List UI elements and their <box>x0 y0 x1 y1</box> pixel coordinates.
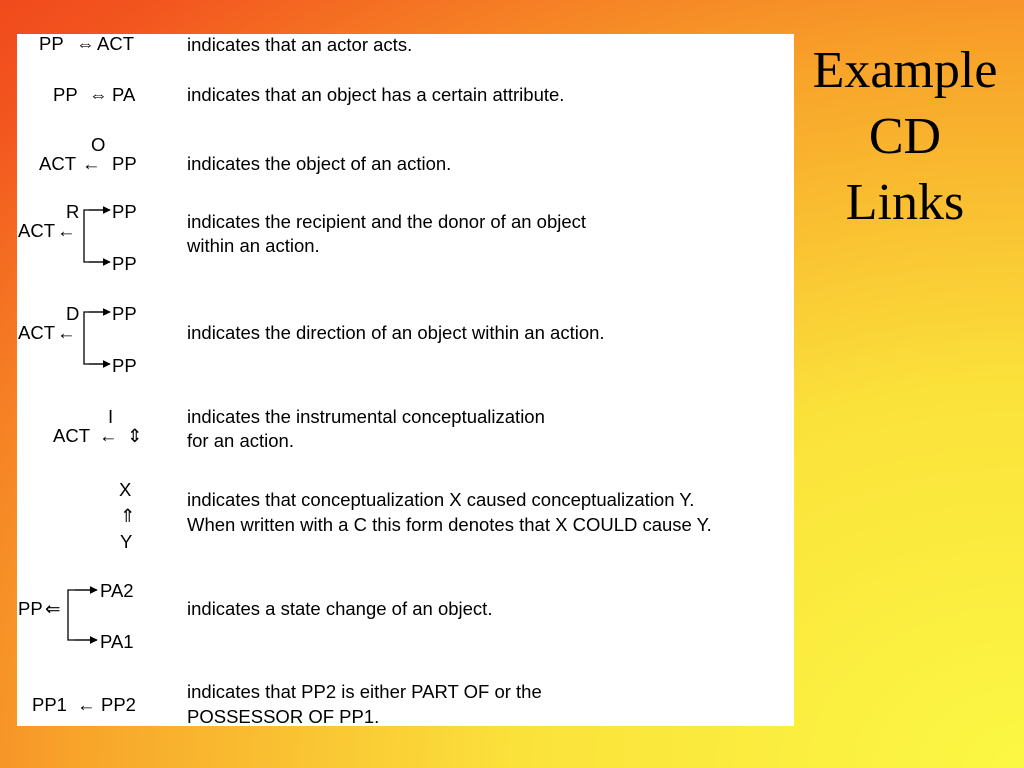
bracket-line <box>84 210 110 262</box>
title-line: Example <box>812 42 998 99</box>
cd-link-object-of-action <box>39 134 451 174</box>
symbol-pp-upper: PP <box>112 201 137 222</box>
symbol-i-label: I <box>108 406 114 427</box>
left-arrow-icon: ← <box>77 694 96 715</box>
cd-link-direction <box>18 303 605 376</box>
title-line: Links <box>845 174 965 231</box>
left-arrow-icon: ← <box>57 322 76 343</box>
symbol-pp: PP <box>112 153 137 174</box>
symbol-pp-upper: PP <box>112 303 137 324</box>
triple-up-arrow-icon: ⇑ <box>120 505 136 526</box>
slide-title <box>795 38 1015 236</box>
symbol-r-label: R <box>66 201 80 222</box>
description-line: indicates the recipient and the donor of an object <box>187 211 587 232</box>
bracket-line <box>68 590 97 640</box>
description-line: indicates that conceptualization X caused conceptualization Y. <box>187 489 695 510</box>
description-line: for an action. <box>187 430 294 451</box>
description-line: POSSESSOR OF PP1. <box>187 706 380 726</box>
symbol-o-label: O <box>91 134 106 155</box>
symbol-pa: PA <box>112 84 136 105</box>
description-line: indicates the instrumental conceptualization <box>187 406 545 427</box>
symbol-pp-lower: PP <box>112 253 137 274</box>
symbol-pp-lower: PP <box>112 355 137 376</box>
cd-link-instrumental <box>53 406 545 451</box>
double-left-arrow-icon: ⇐ <box>45 598 61 619</box>
symbol-x: X <box>119 479 132 500</box>
cd-links-panel <box>17 34 794 726</box>
symbol-pp2: PP2 <box>101 694 136 715</box>
symbol-pp: PP <box>39 34 64 54</box>
symbol-d-label: D <box>66 303 80 324</box>
symbol-pp: PP <box>18 598 43 619</box>
cd-link-actor-acts <box>39 34 412 55</box>
symbol-pp1: PP1 <box>32 694 67 715</box>
left-arrow-icon: ← <box>57 220 76 241</box>
description-line: within an action. <box>187 235 320 256</box>
description-line: indicates that PP2 is either PART OF or the <box>187 681 542 702</box>
cd-link-recipient-donor <box>18 201 586 274</box>
symbol-act: ACT <box>18 322 55 343</box>
title-line: CD <box>868 108 942 165</box>
cd-link-object-attribute <box>53 84 564 105</box>
symbol-act: ACT <box>18 220 55 241</box>
description-line: indicates the object of an action. <box>187 153 452 174</box>
description-line: indicates that an object has a certain attribute. <box>187 84 565 105</box>
symbol-y: Y <box>120 531 133 552</box>
left-arrow-icon: ← <box>82 153 101 174</box>
symbol-act: ACT <box>97 34 134 54</box>
cd-link-causation <box>119 479 712 552</box>
double-arrow-icon: ⇔ <box>76 34 95 54</box>
description-line: indicates that an actor acts. <box>187 34 413 55</box>
symbol-pa1: PA1 <box>100 631 134 652</box>
cd-link-part-possessor <box>32 681 542 726</box>
double-arrow-icon: ⇔ <box>89 84 108 105</box>
symbol-pp: PP <box>53 84 78 105</box>
description-line: When written with a C this form denotes that X COULD cause Y. <box>187 514 712 535</box>
description-line: indicates a state change of an object. <box>187 598 493 619</box>
cd-link-state-change <box>18 580 492 652</box>
symbol-act: ACT <box>39 153 76 174</box>
left-arrow-icon: ← <box>99 425 118 446</box>
up-down-arrow-icon: ⇕ <box>127 425 143 446</box>
description-line: indicates the direction of an object within an action. <box>187 322 605 343</box>
cd-links-diagram <box>17 34 794 726</box>
bracket-line <box>84 312 110 364</box>
symbol-act: ACT <box>53 425 90 446</box>
symbol-pa2: PA2 <box>100 580 134 601</box>
